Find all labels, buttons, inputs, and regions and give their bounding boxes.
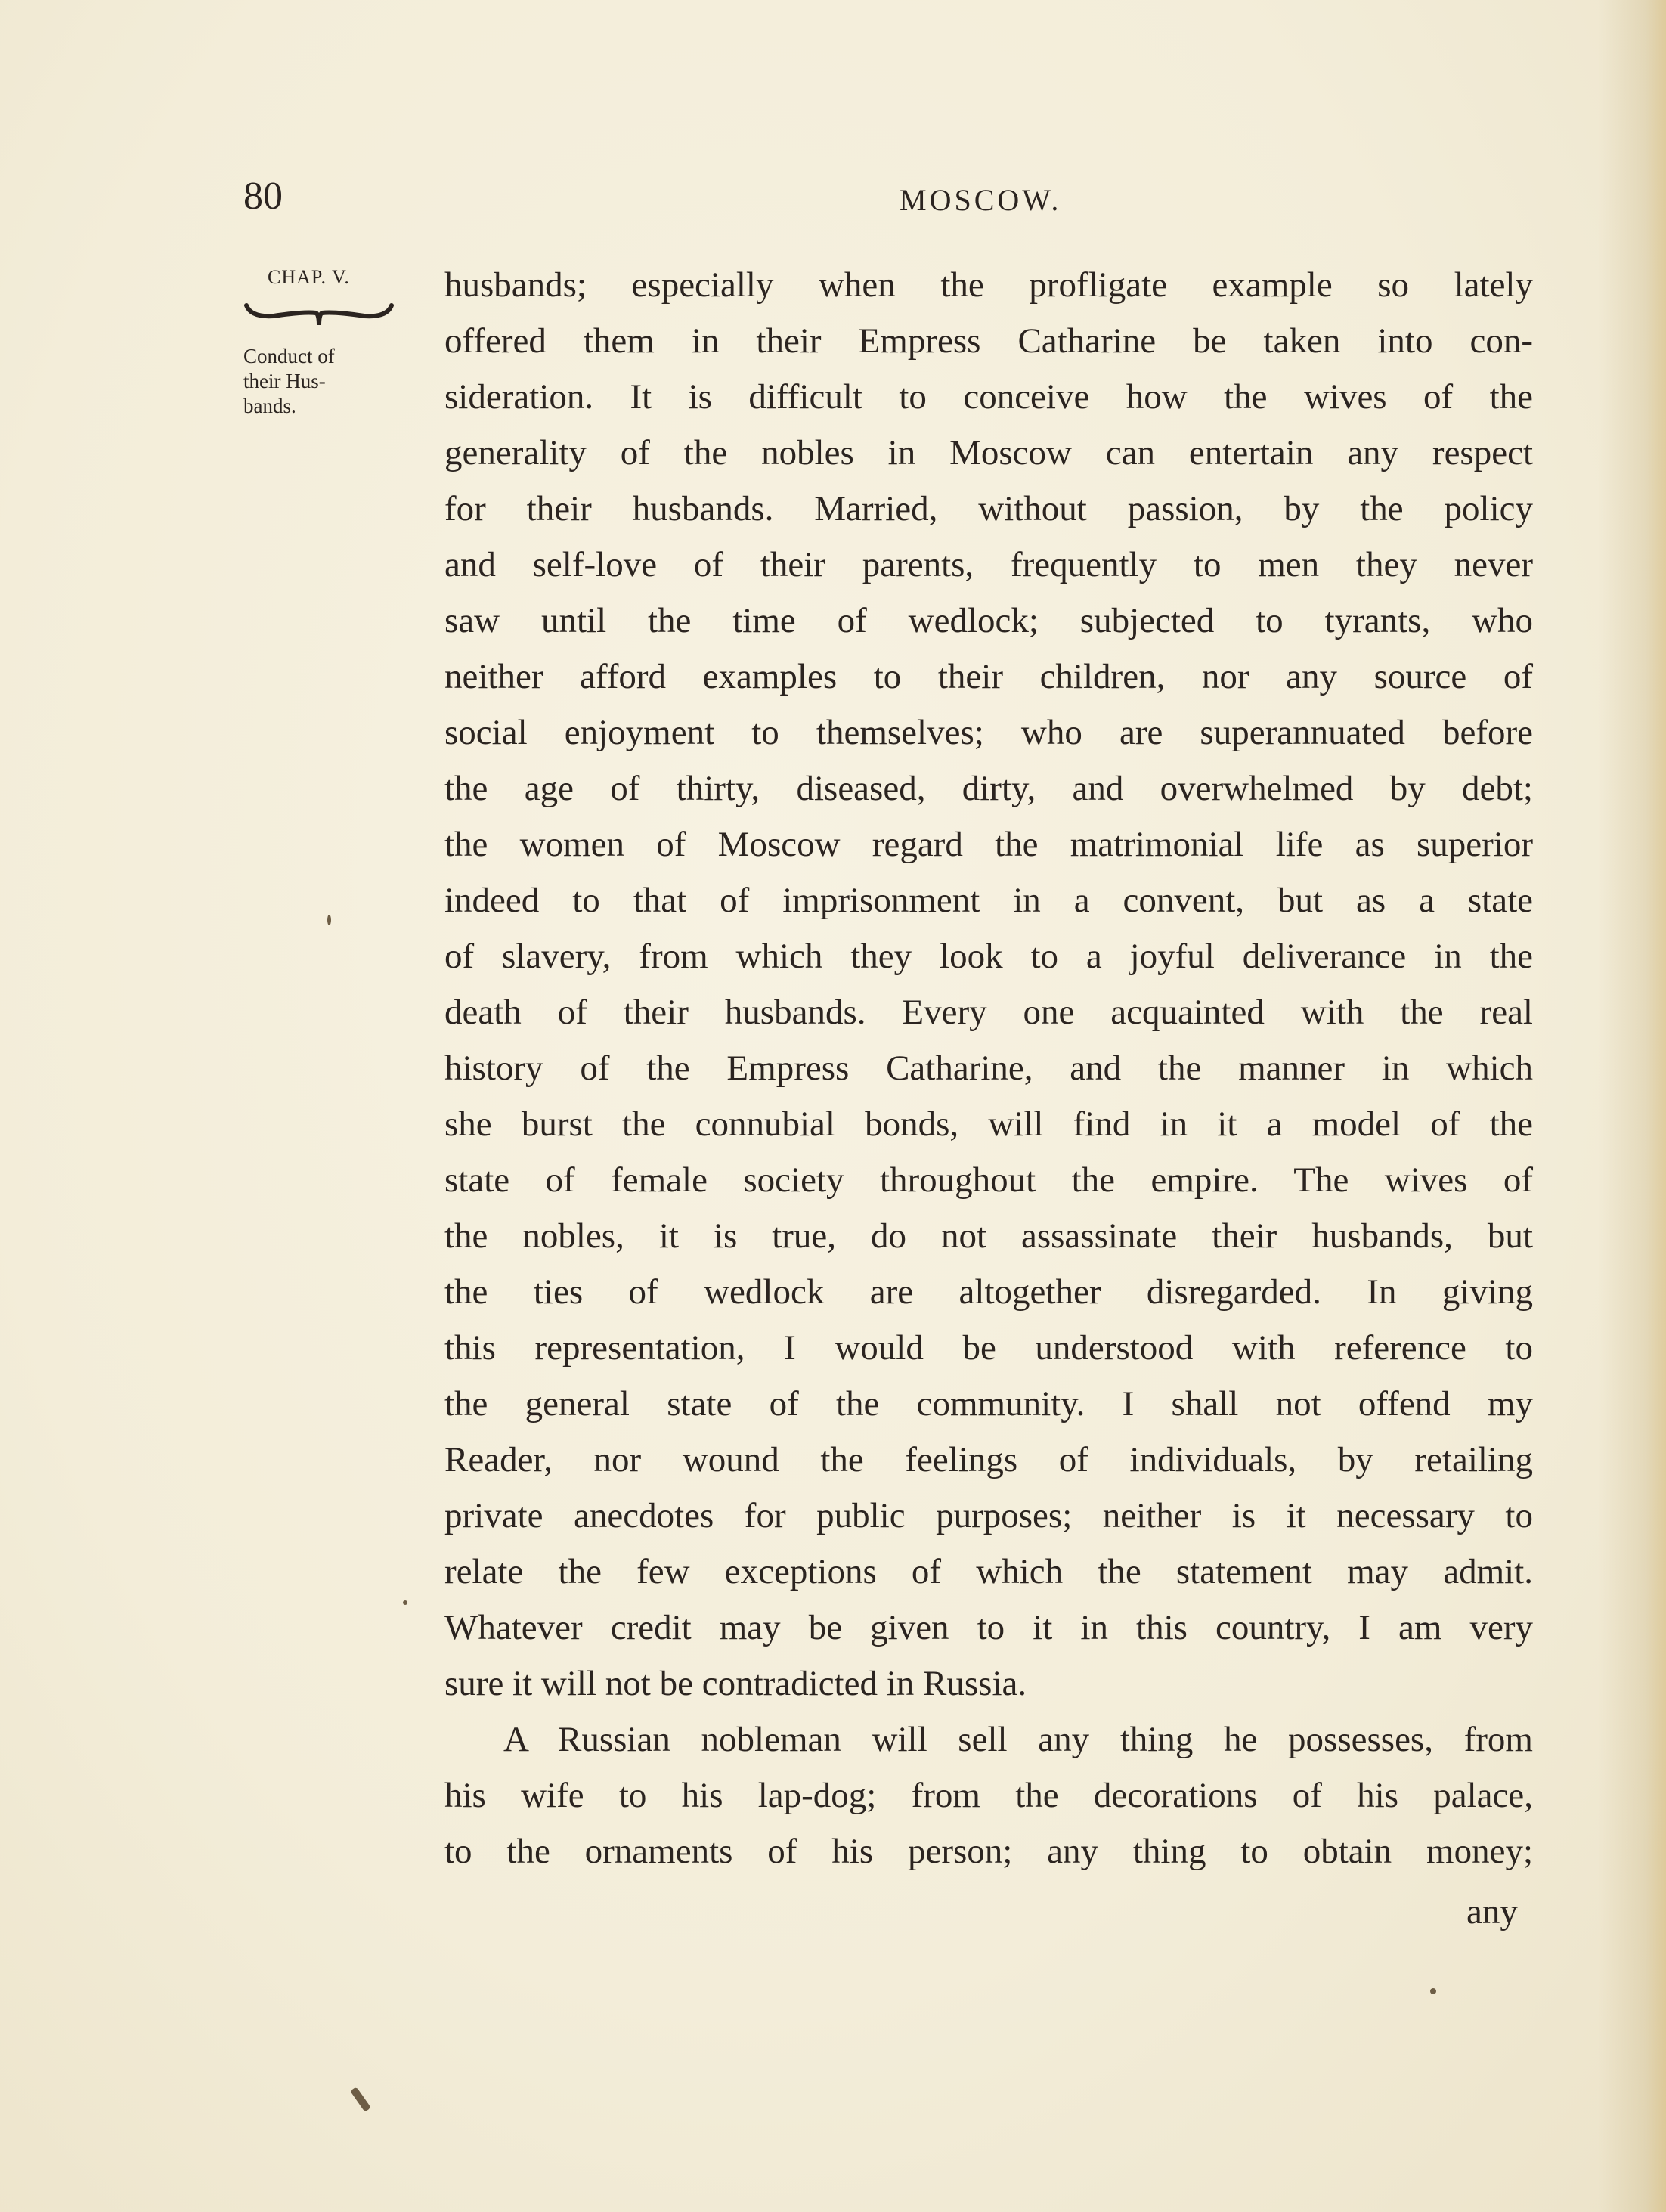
text-line: and self-love of their parents, frequently to men they never bbox=[444, 545, 1533, 584]
marginal-note-line: their Hus- bbox=[243, 370, 326, 392]
text-line: saw until the time of wedlock; subjected to tyrants, who bbox=[444, 601, 1533, 640]
text-line: sideration. It is difficult to conceive how the wives of the bbox=[444, 377, 1533, 417]
body-text bbox=[444, 257, 1533, 1879]
text-line: Reader, nor wound the feelings of individuals, by retailing bbox=[444, 1440, 1533, 1479]
text-line: she burst the connubial bonds, will find in it a model of the bbox=[444, 1104, 1533, 1144]
paper-speck bbox=[403, 1600, 407, 1605]
text-line: husbands; especially when the profligate example so lately bbox=[444, 265, 1533, 305]
text-line: the ties of wedlock are altogether disregarded. In giving bbox=[444, 1272, 1533, 1312]
text-line: state of female society throughout the empire. The wives of bbox=[444, 1160, 1533, 1200]
marginal-note-line: bands. bbox=[243, 395, 296, 417]
paper-speck bbox=[327, 915, 331, 925]
text-line: of slavery, from which they look to a joyful deliverance in the bbox=[444, 937, 1533, 976]
marginal-note-line: Conduct of bbox=[243, 345, 335, 367]
text-line: this representation, I would be understood with reference to bbox=[444, 1328, 1533, 1368]
text-line: his wife to his lap-dog; from the decorations of his palace, bbox=[444, 1776, 1533, 1815]
catchword: any bbox=[1466, 1892, 1518, 1932]
text-line: generality of the nobles in Moscow can entertain any respect bbox=[444, 433, 1533, 472]
text-line: history of the Empress Catharine, and the manner in which bbox=[444, 1049, 1533, 1088]
paper-speck bbox=[1430, 1988, 1436, 1994]
chapter-label: CHAP. V. bbox=[268, 266, 350, 288]
curly-brace-ornament bbox=[243, 295, 395, 328]
running-head: MOSCOW. bbox=[900, 183, 1062, 217]
marginal-note bbox=[243, 344, 395, 419]
text-line: Whatever credit may be given to it in this country, I am very bbox=[444, 1608, 1533, 1647]
text-line: the age of thirty, diseased, dirty, and overwhelmed by debt; bbox=[444, 769, 1533, 808]
text-line: the women of Moscow regard the matrimonial life as superior bbox=[444, 825, 1533, 864]
page-number: 80 bbox=[243, 175, 283, 218]
text-line: indeed to that of imprisonment in a convent, but as a state bbox=[444, 881, 1533, 920]
text-line: private anecdotes for public purposes; neither is it necessary to bbox=[444, 1496, 1533, 1535]
text-line: to the ornaments of his person; any thing to obtain money; bbox=[444, 1832, 1533, 1871]
page-edge-shadow bbox=[1598, 0, 1666, 2212]
text-line: the general state of the community. I shall not offend my bbox=[444, 1384, 1533, 1424]
text-line: death of their husbands. Every one acquainted with the real bbox=[444, 993, 1533, 1032]
text-line-paragraph-start: A Russian nobleman will sell any thing he possesses, from bbox=[503, 1720, 1533, 1759]
text-line: the nobles, it is true, do not assassinate their husbands, but bbox=[444, 1216, 1533, 1256]
text-line: relate the few exceptions of which the statement may admit. bbox=[444, 1552, 1533, 1591]
text-line: for their husbands. Married, without passion, by the policy bbox=[444, 489, 1533, 528]
text-line: neither afford examples to their children, nor any source of bbox=[444, 657, 1533, 696]
text-line: social enjoyment to themselves; who are superannuated before bbox=[444, 713, 1533, 752]
text-line: offered them in their Empress Catharine be taken into con- bbox=[444, 321, 1533, 361]
paper-speck bbox=[350, 2087, 371, 2112]
text-line: sure it will not be contradicted in Russia. bbox=[444, 1664, 1027, 1703]
